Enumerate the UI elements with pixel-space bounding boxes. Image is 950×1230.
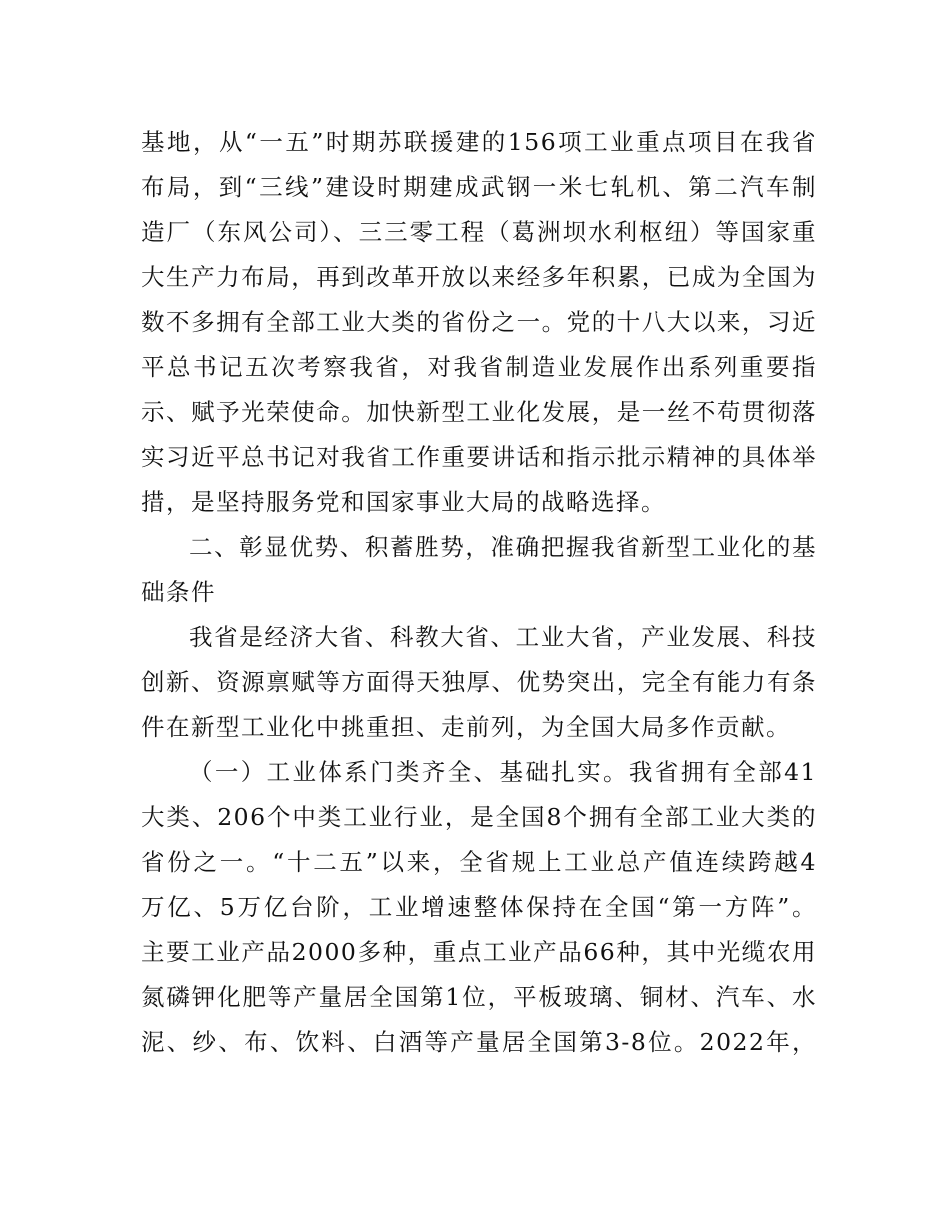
text-line: 实习近平总书记对我省工作重要讲话和指示批示精神的具体举 <box>141 443 817 471</box>
text-line: 造厂（东风公司）、三三零工程（葛洲坝水利枢纽）等国家重 <box>141 218 817 246</box>
heading-line: 二、彰显优势、积蓄胜势，准确把握我省新型工业化的基 <box>189 533 817 561</box>
document-body <box>141 120 817 1065</box>
text-line: 平总书记五次考察我省，对我省制造业发展作出系列重要指 <box>141 353 817 381</box>
text-line: 大生产力布局，再到改革开放以来经多年积累，已成为全国为 <box>141 263 817 291</box>
text-line: 创新、资源禀赋等方面得天独厚、优势突出，完全有能力有条 <box>141 668 817 696</box>
text-line: 布局，到“三线”建设时期建成武钢一米七轧机、第二汽车制 <box>141 173 817 201</box>
text-line: 大类、206个中类工业行业，是全国8个拥有全部工业大类的 <box>141 803 817 831</box>
section-heading <box>141 525 817 615</box>
paragraph <box>141 750 817 1065</box>
text-line: 省份之一。“十二五”以来，全省规上工业总产值连续跨越4 <box>141 848 817 876</box>
text-line: 件在新型工业化中挑重担、走前列，为全国大局多作贡献。 <box>141 713 791 741</box>
text-line: 措，是坚持服务党和国家事业大局的战略选择。 <box>141 488 666 516</box>
text-line: 基地，从“一五”时期苏联援建的156项工业重点项目在我省 <box>141 128 817 156</box>
text-line: 数不多拥有全部工业大类的省份之一。党的十八大以来，习近 <box>141 308 817 336</box>
text-line: 主要工业产品2000多种，重点工业产品66种，其中光缆农用 <box>141 938 817 966</box>
heading-line: 础条件 <box>141 578 216 606</box>
text-line: 泥、纱、布、饮料、白酒等产量居全国第3-8位。2022年， <box>141 1028 817 1056</box>
text-line: （一）工业体系门类齐全、基础扎实。我省拥有全部41 <box>189 758 817 786</box>
text-line: 氮磷钾化肥等产量居全国第1位，平板玻璃、铜材、汽车、水 <box>141 983 817 1011</box>
text-line: 万亿、5万亿台阶，工业增速整体保持在全国“第一方阵”。 <box>141 893 817 921</box>
text-line: 我省是经济大省、科教大省、工业大省，产业发展、科技 <box>189 623 817 651</box>
text-line: 示、赋予光荣使命。加快新型工业化发展，是一丝不苟贯彻落 <box>141 398 817 426</box>
paragraph-continuation <box>141 120 817 525</box>
paragraph <box>141 615 817 750</box>
